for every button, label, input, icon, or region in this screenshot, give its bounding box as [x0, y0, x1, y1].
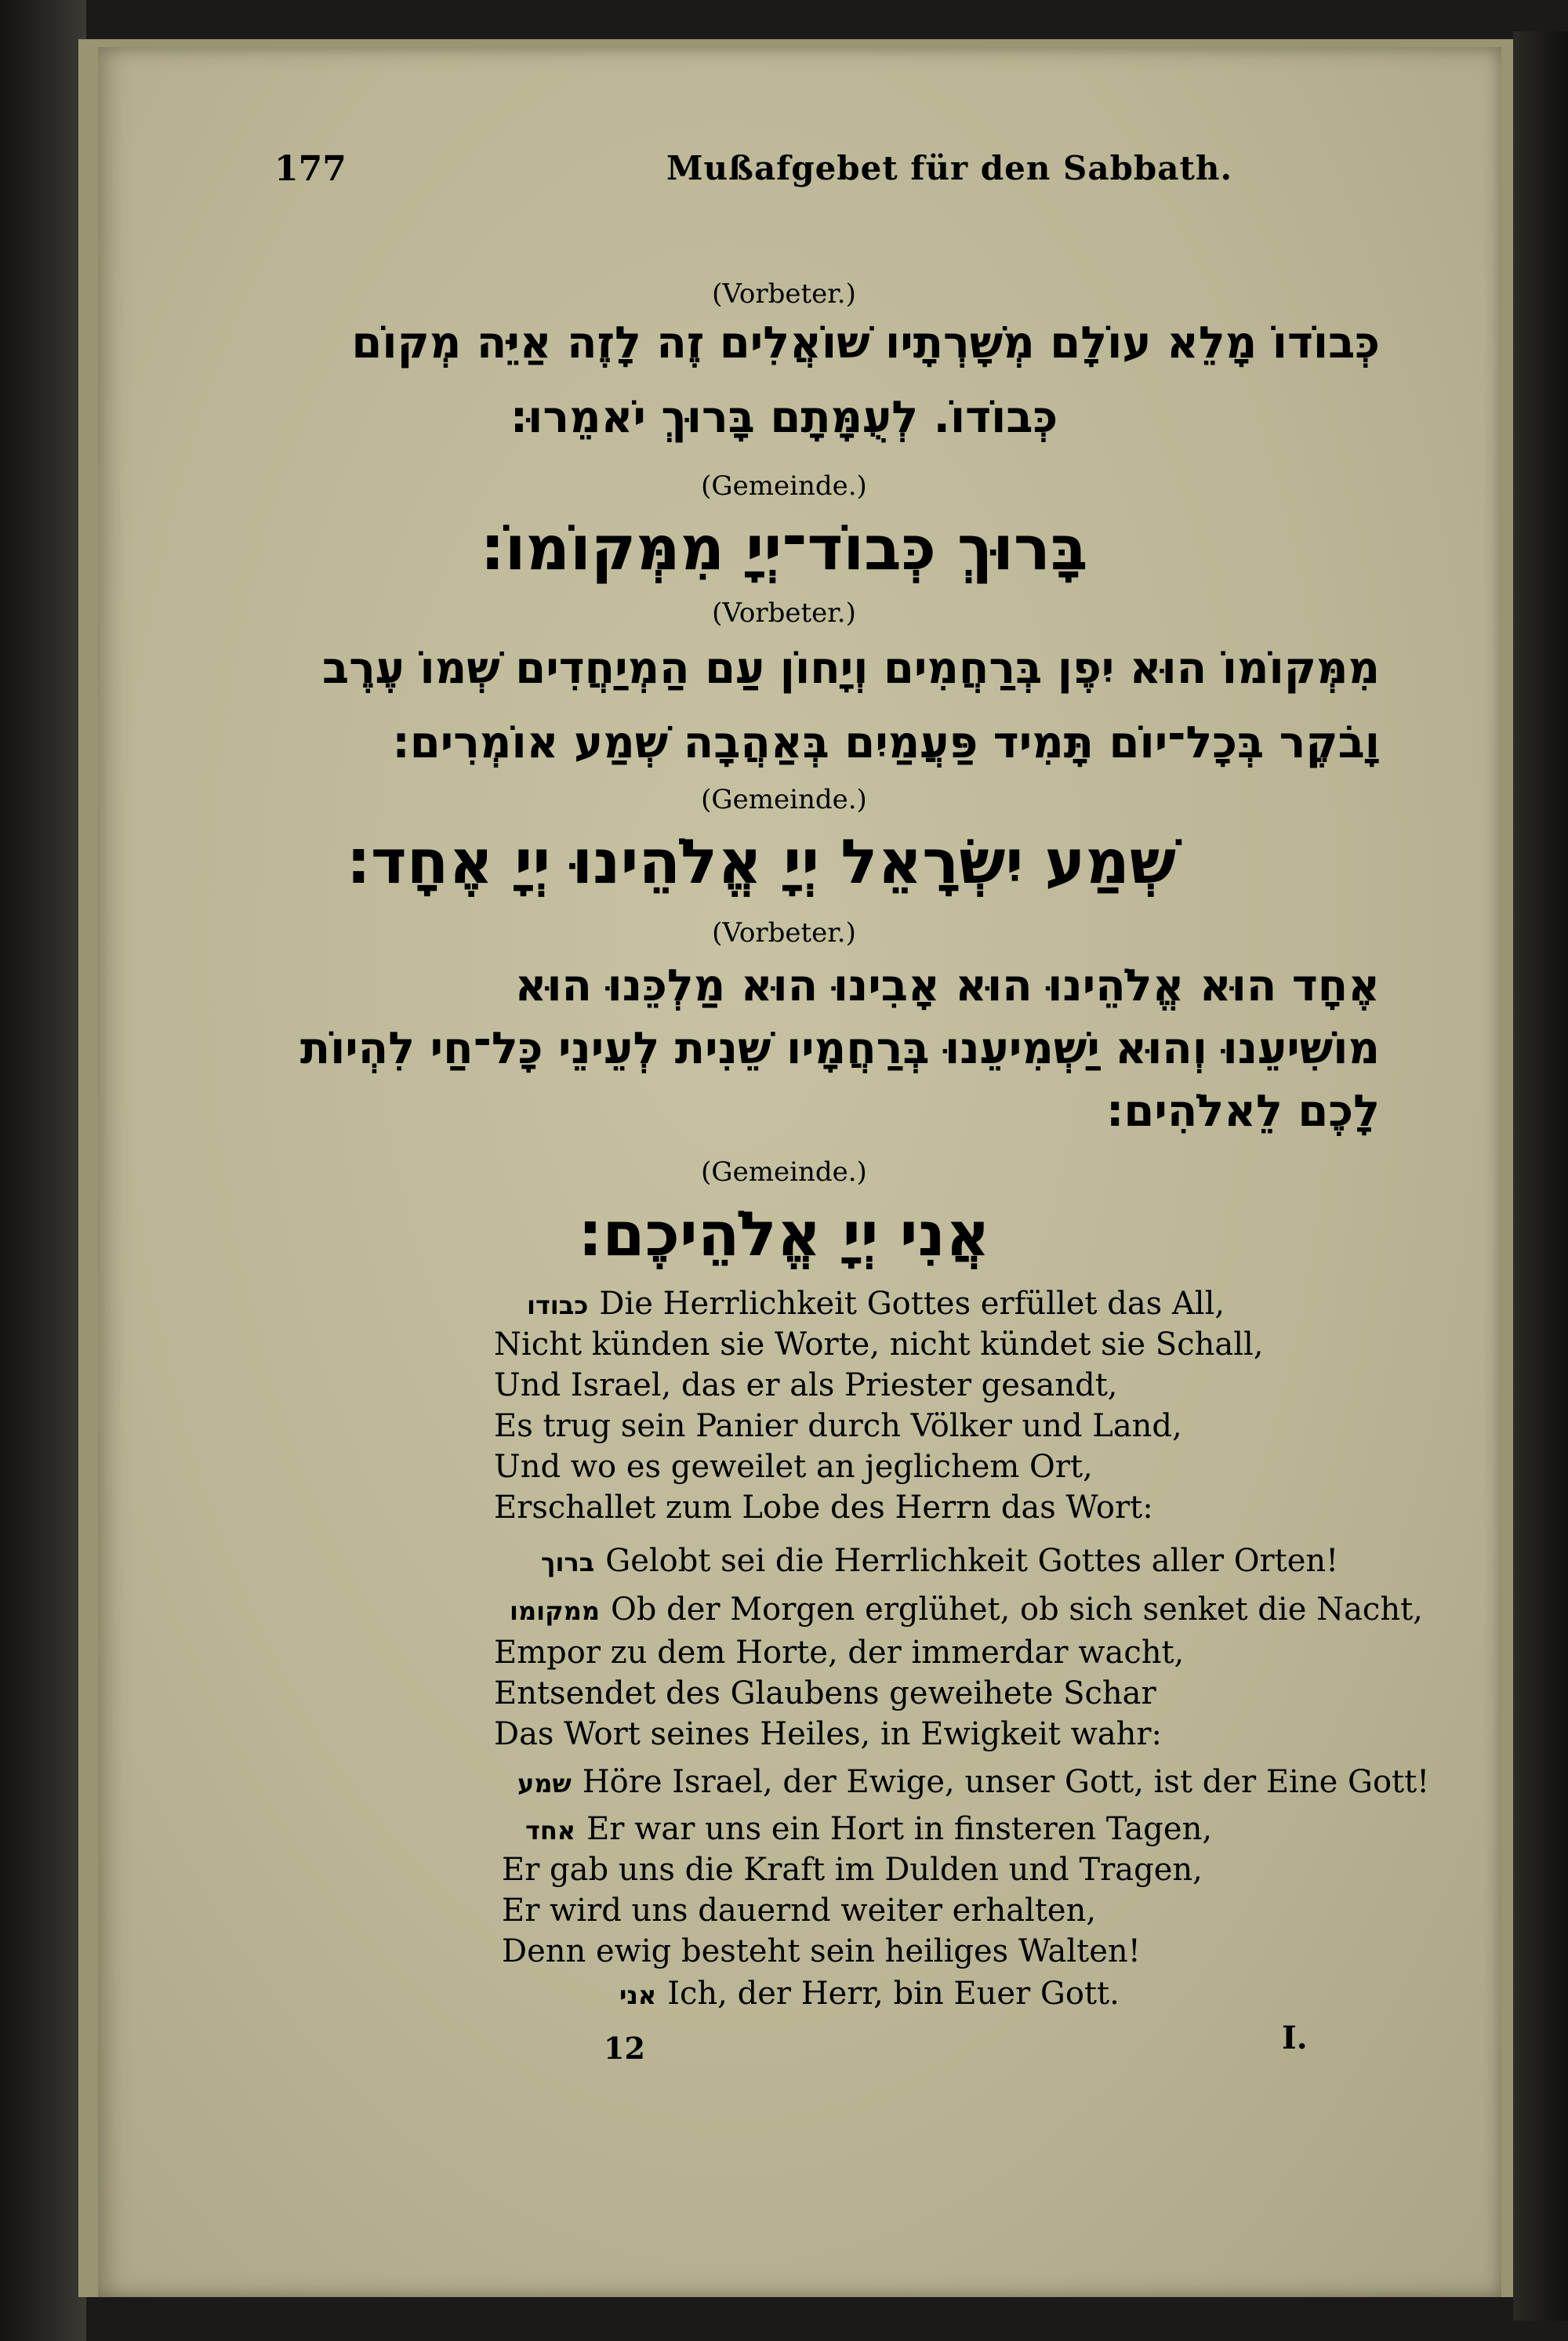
hebrew-line-large: אֲנִי יְיָ אֱלֹהֵיכֶם:	[578, 1200, 990, 1270]
poem-line: Erschallet zum Lobe des Herrn das Wort:	[494, 1490, 1153, 1526]
poem-line: Denn ewig besteht sein heiliges Walten!	[502, 1933, 1141, 1969]
poem-line: Es trug sein Panier durch Völker und Land,	[494, 1408, 1182, 1444]
hebrew-marker: ברוך	[541, 1548, 595, 1577]
speaker-label: (Vorbeter.)	[712, 278, 856, 310]
speaker-label: (Gemeinde.)	[701, 1156, 867, 1188]
poem-line: Und Israel, das er als Priester gesandt,	[494, 1367, 1118, 1403]
hebrew-marker: שמע	[517, 1769, 572, 1798]
poem-line: Nicht künden sie Worte, nicht kündet sie Schall,	[494, 1327, 1264, 1363]
hebrew-marker: ממקומו	[510, 1596, 600, 1626]
speaker-label: (Vorbeter.)	[712, 597, 856, 629]
poem-line: ברוך Gelobt sei die Herrlichkeit Gottes aller Orten!	[541, 1543, 1339, 1579]
poem-line: ממקומו Ob der Morgen erglühet, ob sich senket die Nacht,	[510, 1592, 1423, 1628]
hebrew-line: מוֹשִׁיעֵנוּ וְהוּא יַשְׁמִיעֵנוּ בְּרַחֲמָיו שֵׁנִית לְעֵינֵי כָּל־חַי לִהְיוֹת	[299, 1023, 1380, 1074]
hebrew-line: אֶחָד הוּא אֱלֹהֵינוּ הוּא אָבִינוּ הוּא מַלְכֵּנוּ הוּא	[514, 960, 1380, 1011]
hebrew-line: לָכֶם לֵאלֹהִים:	[1106, 1086, 1380, 1137]
hebrew-marker: כבודו	[527, 1290, 589, 1320]
hebrew-line: כְּבוֹדוֹ. לְעֻמָּתָם בָּרוּךְ יֹאמֵרוּ:	[510, 392, 1058, 443]
poem-line: Er wird uns dauernd weiter erhalten,	[502, 1893, 1097, 1929]
poem-line: Er gab uns die Kraft im Dulden und Tragen,	[502, 1852, 1203, 1888]
hebrew-line-large: שְׁמַע יִשְׂרָאֵל יְיָ אֱלֹהֵינוּ יְיָ אֶחָד:	[346, 827, 1176, 898]
poem-line: Und wo es geweilet an jeglichem Ort,	[494, 1449, 1093, 1485]
hebrew-line: כְּבוֹדוֹ מָלֵא עוֹלָם מְשָׁרְתָיו שׁוֹאֲלִים זֶה לָזֶה אַיֵּה מְקוֹם	[351, 318, 1380, 368]
running-title: Mußafgebet für den Sabbath.	[666, 149, 1233, 187]
speaker-label: (Gemeinde.)	[701, 470, 867, 502]
hebrew-line-large: בָּרוּךְ כְּבוֹד־יְיָ מִמְּקוֹמוֹ:	[480, 514, 1088, 584]
poem-line: Empor zu dem Horte, der immerdar wacht,	[494, 1635, 1185, 1671]
hebrew-line: וָבֹקֶר בְּכָל־יוֹם תָּמִיד פַּעֲמַיִם בְּאַהֲבָה שְׁמַע אוֹמְרִים:	[392, 717, 1380, 768]
poem-line: שמע Höre Israel, der Ewige, unser Gott, ist der Eine Gott!	[517, 1764, 1430, 1800]
speaker-label: (Gemeinde.)	[701, 784, 867, 815]
speaker-label: (Vorbeter.)	[712, 917, 856, 949]
poem-line: כבודו Die Herrlichkeit Gottes erfüllet das All,	[527, 1286, 1225, 1322]
page-header	[274, 149, 1372, 227]
hebrew-line: מִמְּקוֹמוֹ הוּא יִפֶן בְּרַחֲמִים וְיָחוֹן עַם הַמְיַחֲדִים שְׁמוֹ עֶרֶב	[321, 643, 1380, 694]
signature-number: 12	[604, 2031, 645, 2066]
poem-line: אחד Er war uns ein Hort in finsteren Tagen,	[525, 1811, 1213, 1847]
signature-mark: I.	[1282, 2020, 1308, 2056]
hebrew-marker: אני	[619, 1980, 657, 2010]
poem-line: Entsendet des Glaubens geweihete Schar	[494, 1675, 1156, 1711]
poem-line: אני Ich, der Herr, bin Euer Gott.	[619, 1976, 1120, 2012]
page-number: 177	[274, 149, 347, 189]
hebrew-marker: אחד	[525, 1816, 576, 1846]
poem-line: Das Wort seines Heiles, in Ewigkeit wahr:	[494, 1716, 1163, 1752]
